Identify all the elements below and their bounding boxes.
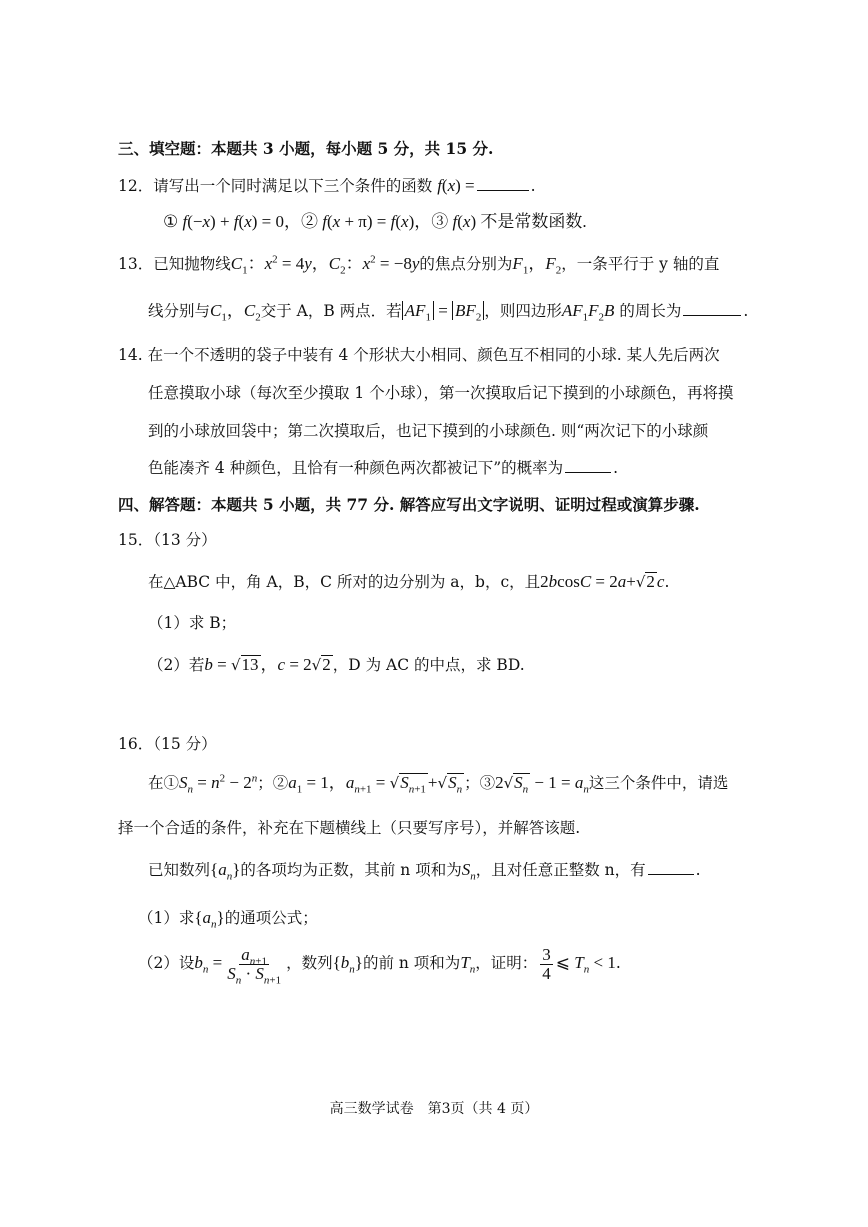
question-15-part-1: （1）求 B； [148,614,237,632]
q16-answer-blank[interactable] [648,860,694,875]
q16-stem-text-a: 已知数列 [148,861,211,879]
q13-answer-blank[interactable] [683,301,741,316]
q12-stem: 请写出一个同时满足以下三个条件的函数 [153,177,433,195]
q13-text-d: 线分别与 [148,302,211,320]
q15-stem-text: 在△ABC 中，角 A，B，C 所对的边分别为 a，b，c，且 [148,573,541,591]
q13-number: 13． [118,255,154,273]
section-4-heading: 四、解答题：本题共 5 小题，共 77 分. 解答应写出文字说明、证明过程或演算步骤. [118,495,700,514]
page-footer: 高三数学试卷 第3页（共 4 页） [329,1101,539,1117]
q16-cond-text-b: 这三个条件中，请选 [588,774,729,792]
q12-number: 12． [118,177,154,195]
question-13-line-1: 13．已知抛物线$C_1$：$x^2 = 4y$，$C_2$：$x^2 = -8y$的焦点分别为$F_1$，$F_2$，一条平行于 y 轴的直 [118,253,720,277]
q16-stem-text-c: ，且对任意正整数 n，有 [475,861,646,879]
question-16-part-2: （2）设$b_n$ = $\frac{a_{n+1}}{S_n \cdot S_{n+1}}$ ，数列$\{b_n\}$的前 n 项和为$T_n$，证明： $\frac{3}{4}$ ⩽ $T_n < 1$. [138,944,621,986]
question-16-header: 16．（15 分） [118,735,217,753]
q13-text-a: 已知抛物线 [153,255,231,273]
q16-three-quarters: $\frac{3}{4}$ [542,944,551,983]
q15-part2-text-a: （2）若 [148,656,205,674]
q16-bn-fraction: $\frac{a_{n+1}}{S_n \cdot S_{n+1}}$ [227,944,282,986]
question-14-line-4: 色能凑齐 4 种颜色，且恰有一种颜色两次都被记下”的概率为 . [148,459,619,477]
q16-part2-text-b: ，数列 [286,954,333,972]
q14-text-4: 色能凑齐 4 种颜色，且恰有一种颜色两次都被记下”的概率为 [148,459,564,477]
q14-number: 14. [118,346,143,364]
question-14-line-2: 任意摸取小球（每次至少摸取 1 个小球），第一次摸取后记下摸到的小球颜色，再将摸 [148,384,734,402]
q16-part2-text-d: ，证明： [475,954,538,972]
q16-cond-text-a: 在① [148,774,180,792]
question-15-stem: 在△ABC 中，角 A，B，C 所对的边分别为 a，b，c，且2bcosC = 2a+√2 c. [148,572,670,591]
q13-text-e: 交于 A，B 两点．若 [260,302,402,320]
q13-text-b: 的焦点分别为 [419,255,513,273]
q16-part2-text-a: （2）设 [138,954,195,972]
q16-part1-text-a: （1）求 [138,909,195,927]
question-14-line-3: 到的小球放回袋中；第二次摸取后，也记下摸到的小球颜色. 则“两次记下的小球颜 [148,422,709,440]
question-14-line-1 [118,345,720,365]
q12-answer-blank[interactable] [477,176,529,191]
question-12-line-1: 12．请写出一个同时满足以下三个条件的函数 f(x) = . [118,176,536,195]
question-15-header: 15．（13 分） [118,531,217,549]
q13-text-f: ，则四边形 [484,302,562,320]
q15-part2-text-b: ，D 为 AC 的中点，求 BD. [332,656,525,674]
question-13-line-2: 线分别与$C_1$，$C_2$交于 A，B 两点．若 $AF_1 = BF_2$ ，则四边形$AF_1F_2B$ 的周长为 . [148,301,749,324]
section-3-heading: 三、填空题：本题共 3 小题，每小题 5 分，共 15 分. [118,139,494,158]
q14-answer-blank[interactable] [565,458,611,473]
q16-part1-text-b: 的通项公式； [224,909,318,927]
question-16-part-1: （1）求$\{a_n\}$的通项公式； [138,908,318,931]
question-15-part-2: （2）若b = √13 ，c = 2√2 ，D 为 AC 的中点，求 BD. [148,655,525,674]
question-16-conditions: 在$①S_n = n^2 - 2^n$；$②a_1 = 1$，$a_{n+1} = √S_{n+1} +√S_n$ ；$③2√S_n - 1 = a_n$这三个条件中，请选 [148,772,729,796]
question-16-line-2: 择一个合适的条件，补充在下题横线上（只要写序号），并解答该题. [118,819,581,837]
q14-text-1: 在一个不透明的袋子中装有 4 个形状大小相同、颜色互不相同的小球. 某人先后两次 [147,346,720,364]
q16-part2-text-c: 的前 n 项和为 [362,954,461,972]
q13-text-c: ，一条平行于 y 轴的直 [561,255,720,273]
question-12-conditions: ① f(−x) + f(x) = 0，② f(x + π) = f(x)，③ f(x) 不是常数函数. [163,212,587,231]
q12-function-expr: f(x) = [437,176,475,195]
question-16-stem: 已知数列$\{a_n\}$的各项均为正数，其前 n 项和为$S_n$，且对任意正整数 n，有 . [148,860,701,883]
q13-text-g: 的周长为 [619,302,682,320]
q16-stem-text-b: 的各项均为正数，其前 n 项和为 [240,861,462,879]
